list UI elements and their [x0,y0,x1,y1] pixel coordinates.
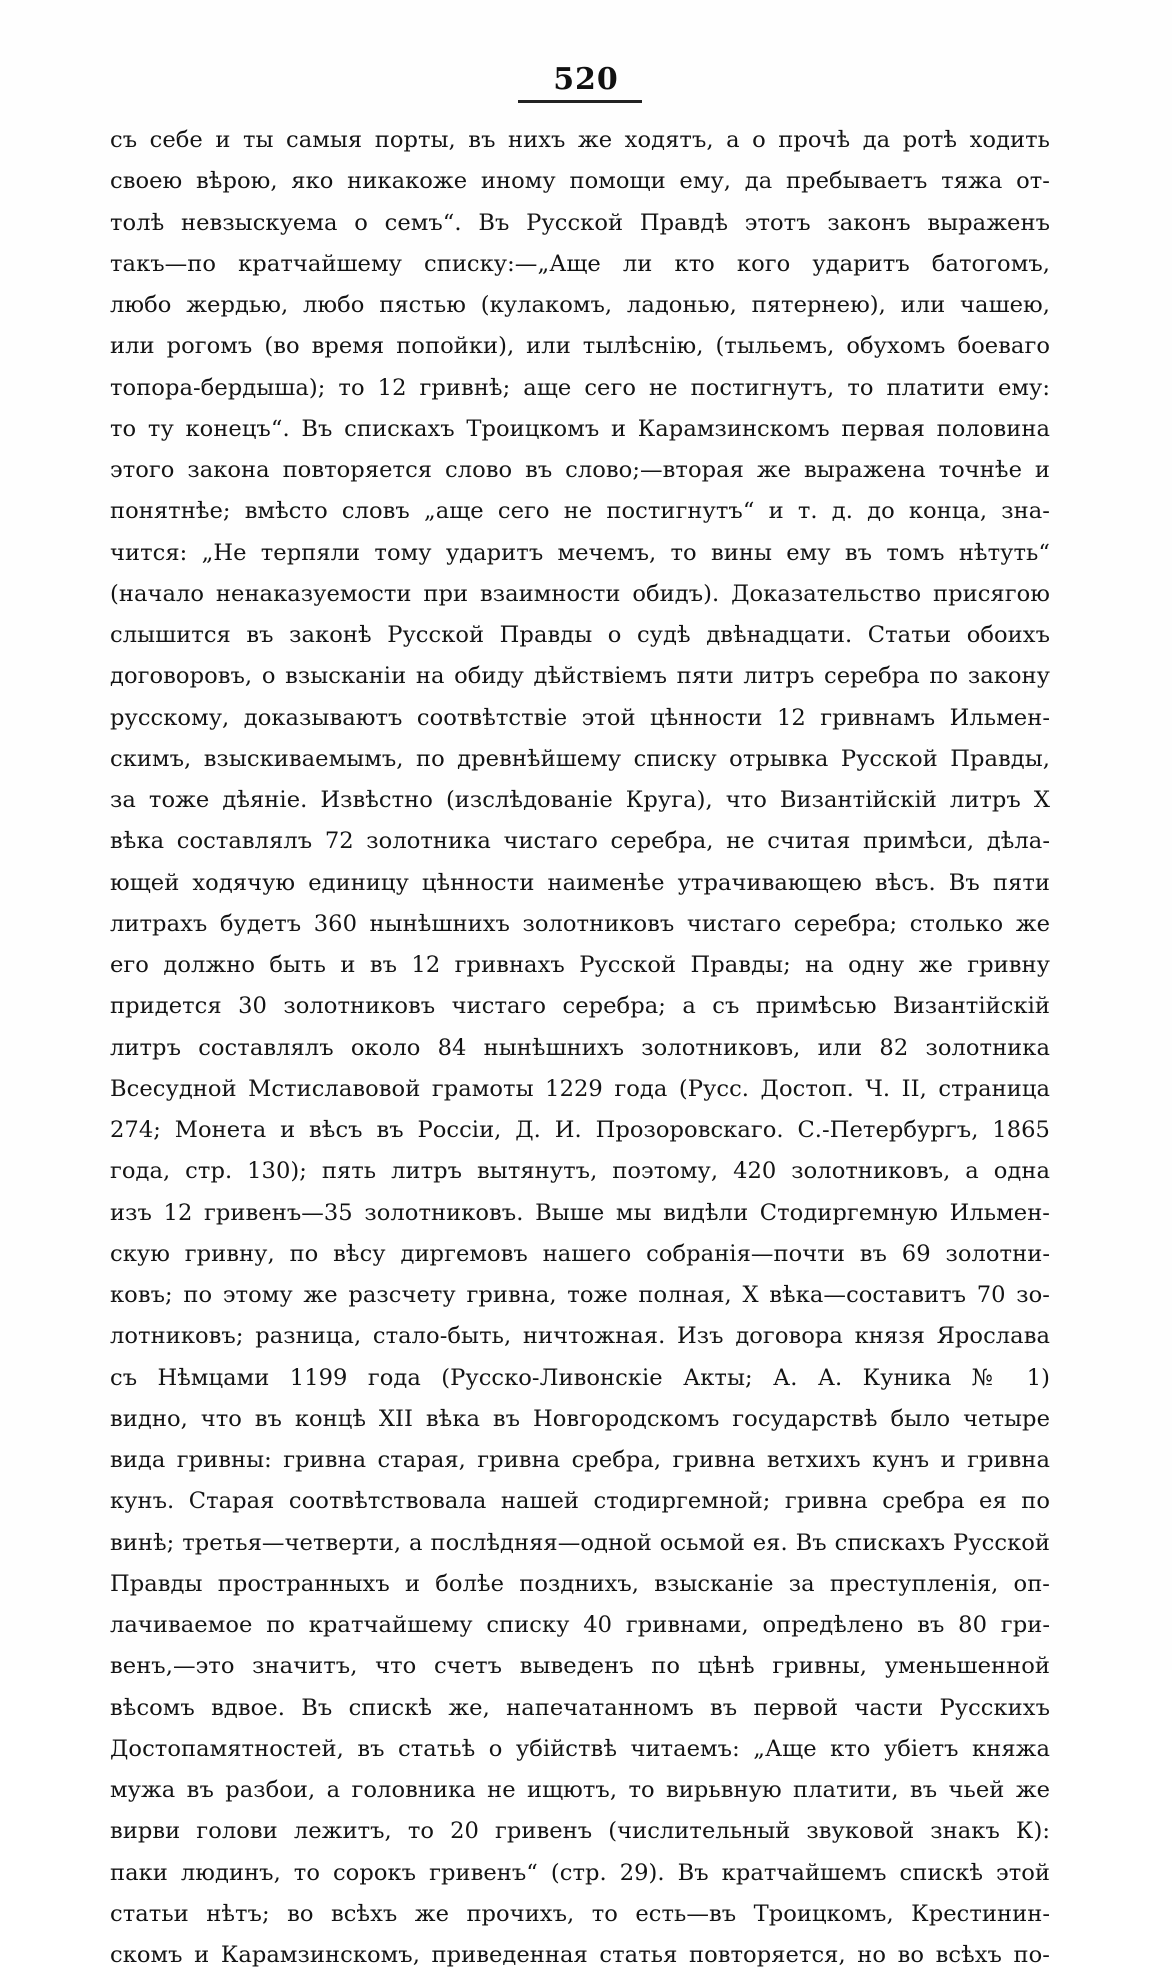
text-line: Достопамятностей, въ статьѣ о убійствѣ читаемъ: „Аще кто убіетъ княжа [110,1735,1050,1762]
text-line: скимъ, взыскиваемымъ, по древнѣйшему списку отрывка Русской Правды, [110,745,1050,772]
text-line: такъ—по кратчайшему списку:—„Аще ли кто кого ударитъ батогомъ, [110,250,1050,277]
text-line: статьи нѣтъ; во всѣхъ же прочихъ, то есть—въ Троицкомъ, Крестинин- [110,1900,1050,1927]
text-line: топора-бердыша); то 12 гривнѣ; аще сего не постигнутъ, то платити ему: [110,374,1050,401]
text-line: изъ 12 гривенъ—35 золотниковъ. Выше мы видѣли Стодиргемную Ильмен- [110,1199,1050,1226]
text-line: толѣ невзыскуема о семъ“. Въ Русской Правдѣ этотъ законъ выраженъ [110,209,1050,236]
text-line: года, стр. 130); пять литръ вытянутъ, поэтому, 420 золотниковъ, а одна [110,1158,1050,1185]
text-line: 274; Монета и вѣсъ въ Россіи, Д. И. Прозоровскаго. С.-Петербургъ, 1865 [110,1117,1050,1143]
text-line: слышится въ законѣ Русской Правды о судѣ двѣнадцати. Статьи обоихъ [110,622,1050,648]
text-line: скую гривну, по вѣсу диргемовъ нашего собранія—почти въ 69 золотни- [110,1240,1050,1267]
text-line: вѣка составлялъ 72 золотника чистаго серебра, не считая примѣси, дѣла- [110,828,1050,855]
text-line: своею вѣрою, яко никакоже иному помощи ему, да пребываетъ тяжа от- [110,168,1050,195]
text-line: видно, что въ концѣ XII вѣка въ Новгородскомъ государствѣ было четыре [110,1405,1050,1432]
body-text [110,120,1050,1976]
text-line: съ Нѣмцами 1199 года (Русско-Ливонскіе Акты; А. А. Куника № 1) [110,1364,1050,1391]
text-line: венъ,—это значитъ, что счетъ выведенъ по цѣнѣ гривны, уменьшенной [110,1653,1050,1680]
text-line: его должно быть и въ 12 гривнахъ Русской Правды; на одну же гривну [110,952,1050,978]
text-line: лачиваемое по кратчайшему списку 40 гривнами, опредѣлено въ 80 гри- [110,1612,1050,1638]
text-line: договоровъ, о взысканіи на обиду дѣйствіемъ пяти литръ серебра по закону [110,663,1050,690]
text-line: Правды пространныхъ и болѣе позднихъ, взысканіе за преступленія, оп- [110,1570,1050,1597]
header-rule [518,100,642,103]
text-line: ющей ходячую единицу цѣнности наименѣе утрачивающею вѣсъ. Въ пяти [110,869,1050,896]
text-line: скомъ и Карамзинскомъ, приведенная статья повторяется, но во всѣхъ по- [110,1942,1050,1968]
text-line: литръ составлялъ около 84 нынѣшнихъ золотниковъ, или 82 золотника [110,1034,1050,1061]
page-number: 520 [553,62,619,97]
text-line: этого закона повторяется слово въ слово;—вторая же выражена точнѣе и [110,457,1050,483]
text-line: лотниковъ; разница, стало-быть, ничтожная. Изъ договора князя Ярослава [110,1323,1050,1350]
text-line: (начало ненаказуемости при взаимности обидъ). Доказательство присягою [110,580,1050,607]
text-line: мужа въ разбои, а головника не ищютъ, то вирьвную платити, въ чьей же [110,1777,1050,1803]
text-line: или рогомъ (во время попойки), или тылѣснію, (тыльемъ, обухомъ боеваго [110,333,1050,360]
text-line: русскому, доказываютъ соотвѣтствіе этой цѣнности 12 гривнамъ Ильмен- [110,704,1050,731]
text-line: то ту конецъ“. Въ спискахъ Троицкомъ и Карамзинскомъ первая половина [110,415,1050,442]
text-line: понятнѣе; вмѣсто словъ „аще сего не постигнутъ“ и т. д. до конца, зна- [110,498,1050,525]
text-line: литрахъ будетъ 360 нынѣшнихъ золотниковъ чистаго серебра; столько же [110,910,1050,937]
text-line: придется 30 золотниковъ чистаго серебра; а съ примѣсью Византійскій [110,993,1050,1020]
text-line: съ себе и ты самыя порты, въ нихъ же ходятъ, а о прочѣ да ротѣ ходить [110,127,1050,153]
text-line: винѣ; третья—четверти, а послѣдняя—одной осьмой ея. Въ спискахъ Русской [110,1529,1050,1556]
text-line: вида гривны: гривна старая, гривна сребра, гривна ветхихъ кунъ и гривна [110,1447,1050,1473]
text-line: чится: „Не терпяли тому ударитъ мечемъ, то вины ему въ томъ нѣтуть“ [110,539,1050,566]
text-line: паки людинъ, то сорокъ гривенъ“ (стр. 29). Въ кратчайшемъ спискѣ этой [110,1859,1050,1886]
text-line: за тоже дѣяніе. Извѣстно (изслѣдованіе Круга), что Византійскій литръ X [110,787,1050,813]
text-line: Всесудной Мстиславовой грамоты 1229 года (Русс. Достоп. Ч. II, страница [110,1075,1050,1102]
text-line: вирви голови лежитъ, то 20 гривенъ (числительный звуковой знакъ К): [110,1818,1050,1845]
text-line: ковъ; по этому же разсчету гривна, тоже полная, X вѣка—составитъ 70 зо- [110,1282,1050,1308]
text-line: любо жердью, любо пястью (кулакомъ, ладонью, пятернею), или чашею, [110,292,1050,318]
text-line: кунъ. Старая соотвѣтствовала нашей стодиргемной; гривна сребра ея по [110,1488,1050,1515]
text-line: вѣсомъ вдвое. Въ спискѣ же, напечатанномъ въ первой части Русскихъ [110,1694,1050,1721]
